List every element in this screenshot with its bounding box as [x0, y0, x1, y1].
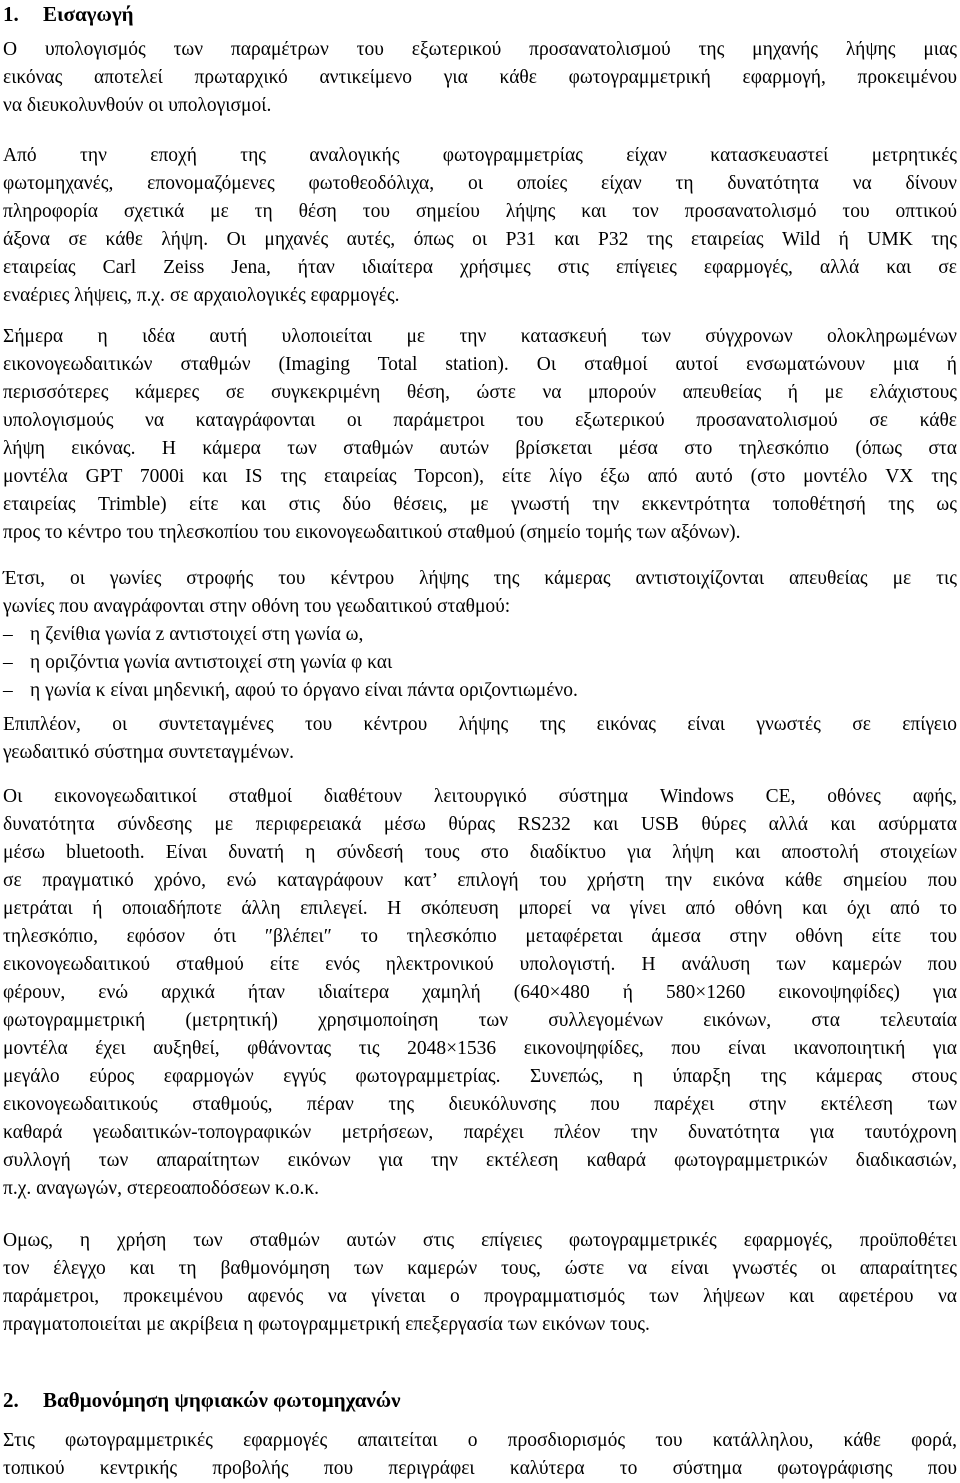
text-line: φέρουν, ενώ αρχικά ήταν ιδιαίτερα χαμηλή (640×480 ή 580×1260 εικονοψηφίδες) για — [3, 982, 957, 1003]
section-heading-1 — [3, 1, 134, 28]
text-line: εταιρείας Carl Zeiss Jena, ήταν ιδιαίτερα χρήσιμες στις επίγειες εφαρμογές, αλλά και σε — [3, 257, 957, 278]
text-line: π.χ. αναγωγών, στερεοαποδόσεων κ.ο.κ. — [3, 1178, 320, 1199]
text-line: Ο υπολογισμός των παραμέτρων του εξωτερικού προσανατολισμού της μηχανής λήψης μιας — [3, 39, 957, 60]
text-line: τον έλεγχο και τη βαθμονόμηση των καμερών τους, ώστε να είναι γνωστές οι απαραίτητες — [3, 1258, 957, 1279]
paragraph-calibration-intro — [3, 1427, 957, 1483]
text-line: Από την εποχή της αναλογικής φωτογραμμετρίας είχαν κατασκευαστεί μετρητικές — [3, 145, 957, 166]
text-line: δυνατότητα σύνδεσης με περιφερειακά μέσω θύρας RS232 και USB θύρες αλλά και ασύρματα — [3, 814, 957, 835]
section-number: 2. — [3, 1388, 19, 1412]
dash-bullet: – — [3, 652, 13, 673]
text-line: πραγματοποιείται με ακρίβεια η φωτογραμμετρική επεξεργασία των εικόνων τους. — [3, 1314, 650, 1335]
paragraph-coordinates — [3, 711, 957, 767]
paragraph-angles — [3, 565, 957, 621]
text-line: Σήμερα η ιδέα αυτή υλοποιείται με την κατασκευή των σύγχρονων ολοκληρωμένων — [3, 326, 957, 347]
paragraph-station-features — [3, 783, 957, 1203]
text-line: πληροφορία σχετικά με τη θέση του σημείου λήψης και τον προσανατολισμό του οπτικού — [3, 201, 957, 222]
text-line: να διευκολυνθούν οι υπολογισμοί. — [3, 95, 272, 116]
section-heading-2 — [3, 1387, 401, 1414]
text-line: εταιρείας Trimble) είτε και στις δύο θέσεις, με γνωστή την εκκεντρότητα τοποθέτησή της ως — [3, 494, 957, 515]
text-line: περισσότερες κάμερες σε συγκεκριμένη θέση, ώστε να μπορούν απευθείας ή με ελάχιστους — [3, 382, 957, 403]
text-line: μέσω bluetooth. Είναι δυνατή η σύνδεσή τους στο διαδίκτυο για λήψη και αποστολή στοιχείων — [3, 842, 957, 863]
text-line: Ομως, η χρήση των σταθμών αυτών στις επίγειες φωτογραμμετρικές εφαρμογές, προϋποθέτει — [3, 1230, 957, 1251]
dash-bullet: – — [3, 624, 13, 645]
text-line: μετράται ή οποιαδήποτε άλλη επιλεγεί. Η σκόπευση μπορεί να γίνει από οθόνη και όχι από το — [3, 898, 957, 919]
section-title: Βαθμονόμηση ψηφιακών φωτομηχανών — [43, 1388, 401, 1412]
text-line: προς το κέντρο του τηλεσκοπίου του εικονογεωδαιτικού σταθμού (σημείο τομής των αξόνων). — [3, 522, 741, 543]
text-line: φωτομηχανές, επονομαζόμενες φωτοθεοδόλιχα, οι οποίες είχαν τη δυνατότητα να δίνουν — [3, 173, 957, 194]
text-line: συλλογή των απαραίτητων εικόνων για την εκτέλεση καθαρά φωτογραμμετρικών διαδικασιών, — [3, 1150, 957, 1171]
paragraph-imaging-stations — [3, 323, 957, 547]
dash-bullet: – — [3, 680, 13, 701]
text-line: εικόνας αποτελεί πρωταρχικό αντικείμενο για κάθε φωτογραμμετρική εφαρμογή, προκειμένου — [3, 67, 957, 88]
text-line: εικονογεωδαιτικών σταθμών (Imaging Total station). Οι σταθμοί αυτοί ενσωματώνουν μια ή — [3, 354, 957, 375]
text-line: τοπικού κεντρικής προβολής που περιγράφει καλύτερα το σύστημα φωτογράφισης που — [3, 1458, 957, 1479]
list-item-text: η οριζόντια γωνία αντιστοιχεί στη γωνία φ και — [30, 652, 393, 673]
text-line: μοντέλα GPT 7000i και IS της εταιρείας Topcon), είτε λίγο έξω από αυτό (στο μοντέλο VX της — [3, 466, 957, 487]
list-item-text: η ζενίθια γωνία z αντιστοιχεί στη γωνία ω, — [30, 624, 364, 645]
text-line: εναέριες λήψεις, π.χ. σε αρχαιολογικές εφαρμογές. — [3, 285, 400, 306]
text-line: φωτογραμμετρική (μετρητική) χρησιμοποίηση των συλλεγομένων εικόνων, στα τελευταία — [3, 1010, 957, 1031]
angle-list — [3, 621, 957, 705]
paragraph-analog-history — [3, 142, 957, 310]
text-line: Στις φωτογραμμετρικές εφαρμογές απαιτείται ο προσδιορισμός του κατάλληλου, κάθε φορά, — [3, 1430, 957, 1451]
text-line: εικονογεωδαιτικού σταθμού είτε ενός ηλεκτρονικού υπολογιστή. Η ανάλυση των καμερών που — [3, 954, 957, 975]
text-line: μοντέλα έχει αυξηθεί, φθάνοντας τις 2048×1536 εικονοψηφίδες, που είναι ικανοποιητική για — [3, 1038, 957, 1059]
text-line: σε πραγματικό χρόνο, ενώ καταγράφουν κατ’ επιλογή του χρήστη την εικόνα κάθε σημείου που — [3, 870, 957, 891]
list-item — [3, 621, 957, 649]
text-line: παράμετροι, προκειμένου αφενός να γίνεται ο προγραμματισμός των λήψεων και αφετέρου να — [3, 1286, 957, 1307]
text-line: τηλεσκόπιο, εφόσον ότι ″βλέπει″ το τηλεσκόπιο μεταφέρεται άμεσα στην οθόνη είτε του — [3, 926, 957, 947]
text-line: Επιπλέον, οι συντεταγμένες του κέντρου λήψης της εικόνας είναι γνωστές σε επίγειο — [3, 714, 957, 735]
list-item — [3, 649, 957, 677]
section-number: 1. — [3, 2, 19, 26]
text-line: γωνίες που αναγράφονται στην οθόνη του γεωδαιτικού σταθμού: — [3, 596, 511, 617]
text-line: Οι εικονογεωδαιτικοί σταθμοί διαθέτουν λειτουργικό σύστημα Windows CE, οθόνες αφής, — [3, 786, 957, 807]
list-item — [3, 677, 957, 705]
text-line: μεγάλο εύρος εφαρμογών εγγύς φωτογραμμετρίας. Συνεπώς, η ύπαρξη της κάμερας στους — [3, 1066, 957, 1087]
section-title: Εισαγωγή — [43, 2, 134, 26]
text-line: καθαρά γεωδαιτικών-τοπογραφικών μετρήσεων, παρέχει πλέον την δυνατότητα για ταυτόχρονη — [3, 1122, 957, 1143]
text-line: Έτσι, οι γωνίες στροφής του κέντρου λήψης της κάμερας αντιστοιχίζονται απευθείας με τις — [3, 568, 957, 589]
list-item-text: η γωνία κ είναι μηδενική, αφού το όργανο είναι πάντα οριζοντιωμένο. — [30, 680, 578, 701]
paragraph-calibration-need — [3, 1227, 957, 1339]
text-line: λήψη εικόνας. Η κάμερα των σταθμών αυτών βρίσκεται μέσα στο τηλεσκόπιο (όπως στα — [3, 438, 957, 459]
text-line: άξονα σε κάθε λήψη. Οι μηχανές αυτές, όπως οι P31 και P32 της εταιρείας Wild ή UMK της — [3, 229, 957, 250]
text-line: γεωδαιτικό σύστημα συντεταγμένων. — [3, 742, 294, 763]
paragraph-intro — [3, 36, 957, 120]
text-line: εικονογεωδαιτικούς σταθμούς, πέραν της διευκόλυνσης που παρέχει στην εκτέλεση των — [3, 1094, 957, 1115]
text-line: υπολογισμούς να καταγράφονται οι παράμετροι του εξωτερικού προσανατολισμού σε κάθε — [3, 410, 957, 431]
